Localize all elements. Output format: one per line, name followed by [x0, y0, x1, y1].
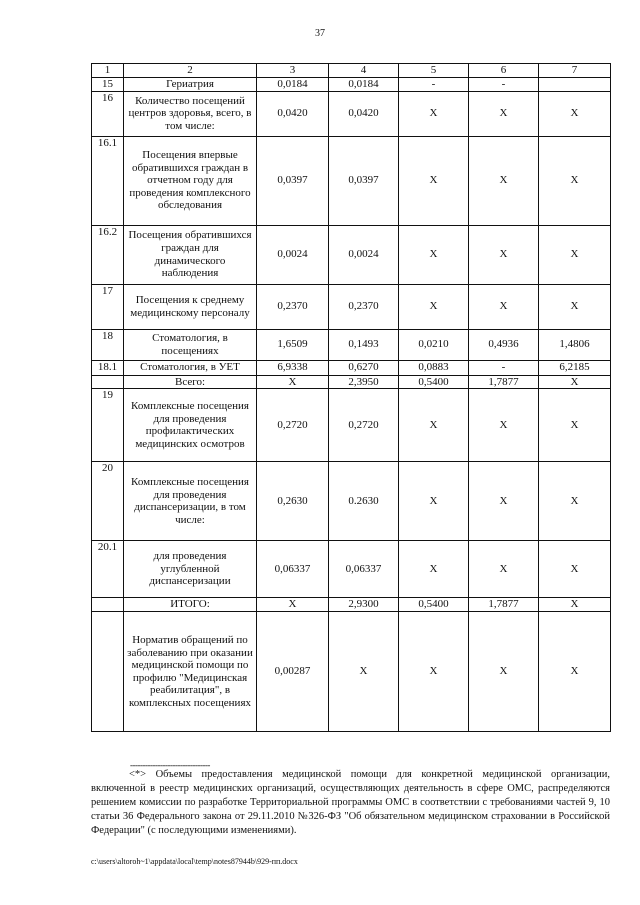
cell-col5: X	[399, 389, 469, 462]
cell-col4: 0,0420	[329, 91, 399, 136]
cell-col5: X	[399, 225, 469, 284]
row-label: Комплексные посещения для проведения профилактических медицинских осмотров	[124, 389, 257, 462]
cell-col6: X	[469, 284, 539, 329]
row-label: Комплексные посещения для проведения диспансеризации, в том числе:	[124, 462, 257, 541]
cell-col3: X	[257, 598, 329, 612]
cell-col4: 0,0184	[329, 77, 399, 91]
row-label: ИТОГО:	[124, 598, 257, 612]
cell-col5: 0,0210	[399, 329, 469, 360]
table-row	[92, 329, 611, 360]
row-label: Норматив обращений по заболеванию при оказании медицинской помощи по профилю "Медицинская реабилитация", в комплексных посещениях	[124, 612, 257, 732]
table-row	[92, 462, 611, 541]
row-label: для проведения углубленной диспансеризации	[124, 541, 257, 598]
cell-col4: 2,9300	[329, 598, 399, 612]
cell-col7: X	[539, 612, 611, 732]
cell-col4: 0,0024	[329, 225, 399, 284]
cell-col6: 1,7877	[469, 598, 539, 612]
cell-col5: -	[399, 77, 469, 91]
header-cell: 3	[257, 64, 329, 78]
cell-col5: 0,0883	[399, 360, 469, 375]
cell-col3: 0,2630	[257, 462, 329, 541]
row-number: 18	[92, 329, 124, 360]
cell-col6: X	[469, 136, 539, 225]
table-row	[92, 360, 611, 375]
row-number: 17	[92, 284, 124, 329]
table-row	[92, 91, 611, 136]
cell-col5: 0,5400	[399, 375, 469, 389]
cell-col3: 0,00287	[257, 612, 329, 732]
row-label: Гериатрия	[124, 77, 257, 91]
cell-col7: X	[539, 541, 611, 598]
row-label: Всего:	[124, 375, 257, 389]
cell-col7: 6,2185	[539, 360, 611, 375]
cell-col4: 0,6270	[329, 360, 399, 375]
cell-col3: 0,0397	[257, 136, 329, 225]
cell-col5: X	[399, 462, 469, 541]
cell-col3: X	[257, 375, 329, 389]
row-label: Посещения обратившихся граждан для динамического наблюдения	[124, 225, 257, 284]
cell-col3: 0,0420	[257, 91, 329, 136]
cell-col6: 1,7877	[469, 375, 539, 389]
cell-col5: X	[399, 91, 469, 136]
cell-col6: X	[469, 389, 539, 462]
cell-col6: 0,4936	[469, 329, 539, 360]
cell-col6: X	[469, 612, 539, 732]
cell-col7: X	[539, 462, 611, 541]
row-number: 20	[92, 462, 124, 541]
footnote-separator: --------------------------------	[130, 760, 210, 770]
cell-col4: 0,2720	[329, 389, 399, 462]
cell-col5: X	[399, 541, 469, 598]
row-label: Стоматология, в УЕТ	[124, 360, 257, 375]
row-number: 16	[92, 91, 124, 136]
cell-col4: 0,2370	[329, 284, 399, 329]
file-path: c:\users\altoroh~1\appdata\local\temp\notes87944b\929-пп.docx	[91, 857, 298, 866]
table-row-total	[92, 375, 611, 389]
cell-col7: X	[539, 598, 611, 612]
cell-col6: X	[469, 541, 539, 598]
cell-col4: X	[329, 612, 399, 732]
cell-col6: X	[469, 225, 539, 284]
cell-col5: X	[399, 136, 469, 225]
page-number: 37	[315, 28, 325, 39]
data-table	[91, 63, 611, 732]
table-row	[92, 389, 611, 462]
header-cell: 6	[469, 64, 539, 78]
header-cell: 5	[399, 64, 469, 78]
table-row	[92, 284, 611, 329]
table-row-grand-total	[92, 598, 611, 612]
cell-col3: 6,9338	[257, 360, 329, 375]
cell-col5: X	[399, 284, 469, 329]
cell-col7: X	[539, 136, 611, 225]
row-number	[92, 375, 124, 389]
header-cell: 1	[92, 64, 124, 78]
row-label: Количество посещений центров здоровья, всего, в том числе:	[124, 91, 257, 136]
table-row	[92, 136, 611, 225]
cell-col3: 0,0024	[257, 225, 329, 284]
table-row	[92, 541, 611, 598]
row-label: Посещения впервые обратившихся граждан в отчетном году для проведения комплексного обследования	[124, 136, 257, 225]
cell-col7: X	[539, 375, 611, 389]
row-number	[92, 612, 124, 732]
header-cell: 4	[329, 64, 399, 78]
cell-col3: 0,2370	[257, 284, 329, 329]
header-cell: 2	[124, 64, 257, 78]
table-row	[92, 225, 611, 284]
cell-col3: 0,06337	[257, 541, 329, 598]
row-number: 16.1	[92, 136, 124, 225]
cell-col5: 0,5400	[399, 598, 469, 612]
cell-col5: X	[399, 612, 469, 732]
table-row	[92, 77, 611, 91]
cell-col7: X	[539, 91, 611, 136]
cell-col7: 1,4806	[539, 329, 611, 360]
row-number: 16.2	[92, 225, 124, 284]
row-number: 19	[92, 389, 124, 462]
row-number: 15	[92, 77, 124, 91]
cell-col6: -	[469, 77, 539, 91]
cell-col6: X	[469, 462, 539, 541]
cell-col6: -	[469, 360, 539, 375]
cell-col6: X	[469, 91, 539, 136]
cell-col3: 1,6509	[257, 329, 329, 360]
cell-col4: 2,3950	[329, 375, 399, 389]
row-number: 18.1	[92, 360, 124, 375]
cell-col4: 0.2630	[329, 462, 399, 541]
header-cell: 7	[539, 64, 611, 78]
cell-col4: 0,1493	[329, 329, 399, 360]
cell-col4: 0,0397	[329, 136, 399, 225]
cell-col7: X	[539, 284, 611, 329]
cell-col4: 0,06337	[329, 541, 399, 598]
row-label: Стоматология, в посещениях	[124, 329, 257, 360]
cell-col7	[539, 77, 611, 91]
row-number: 20.1	[92, 541, 124, 598]
row-number	[92, 598, 124, 612]
cell-col7: X	[539, 389, 611, 462]
cell-col7: X	[539, 225, 611, 284]
footnote-text: <*> Объемы предоставления медицинской помощи для конкретной медицинской организации, включенной в реестр медицинских организаций, осуществляющих деятельность в сфере ОМС, распределяются решением комиссии по разработке Территориальной программы ОМС в соответствии с требованиями частей 9, 10 статьи 36 Федерального закона от 29.11.2010 №326-ФЗ "Об обязательном медицинском страховании в Российской Федерации" (с последующими изменениями).	[91, 769, 610, 836]
row-label: Посещения к среднему медицинскому персоналу	[124, 284, 257, 329]
cell-col3: 0,2720	[257, 389, 329, 462]
table-row	[92, 612, 611, 732]
table-header-row	[92, 64, 611, 78]
cell-col3: 0,0184	[257, 77, 329, 91]
